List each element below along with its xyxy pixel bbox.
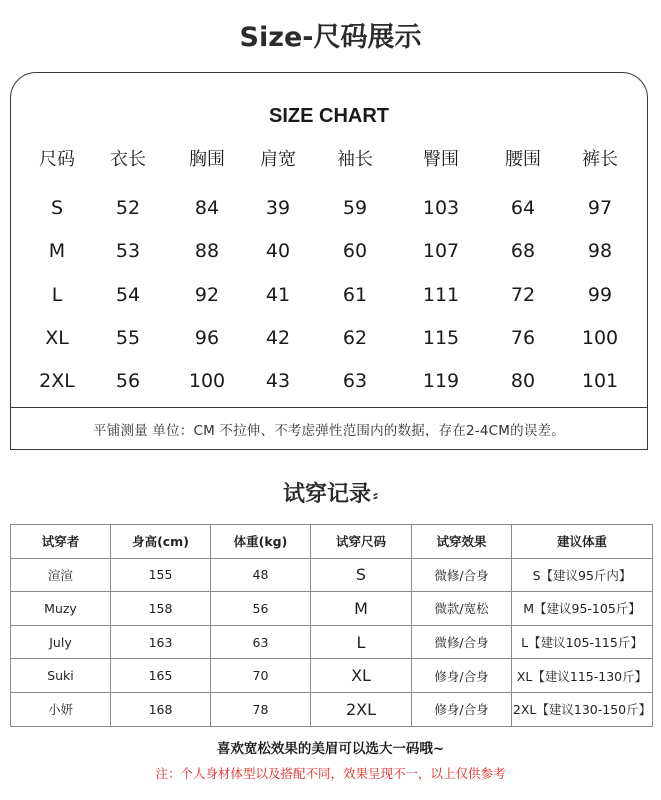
size-cell: 40 — [265, 240, 291, 262]
tryon-cell: 小妍 — [11, 692, 111, 726]
size-cell: 101 — [581, 370, 619, 392]
size-cell: S — [50, 197, 64, 219]
size-cell: 52 — [115, 197, 141, 219]
size-cell: 119 — [422, 370, 460, 392]
tryon-header-cell: 试穿者 — [11, 525, 111, 559]
size-cell: 43 — [265, 370, 291, 392]
tryon-cell: 修身/合身 — [412, 659, 512, 693]
tryon-header-cell: 试穿效果 — [412, 525, 512, 559]
size-chart-divider — [11, 407, 647, 408]
tryon-cell: XL【建议115-130斤】 — [512, 659, 653, 693]
tryon-cell: 78 — [211, 692, 311, 726]
tryon-cell: 163 — [111, 625, 211, 659]
tryon-cell: 2XL【建议130-150斤】 — [512, 692, 653, 726]
size-cell: 60 — [342, 240, 368, 262]
table-row — [11, 625, 653, 659]
size-cell: 2XL — [39, 370, 75, 392]
size-header-cell: 腰围 — [505, 149, 541, 170]
size-cell: 55 — [115, 327, 141, 349]
size-cell: 41 — [265, 284, 291, 306]
size-cell: 80 — [510, 370, 536, 392]
size-cell: 88 — [194, 240, 220, 262]
tryon-cell: 56 — [211, 592, 311, 626]
tryon-title-text: 试穿记录 — [282, 482, 371, 507]
tryon-cell: M — [311, 592, 412, 626]
tryon-header-cell: 试穿尺码 — [311, 525, 412, 559]
tryon-cell: 158 — [111, 592, 211, 626]
page-title: Size-尺码展示 — [239, 22, 422, 53]
tryon-cell: M【建议95-105斤】 — [512, 592, 653, 626]
table-row — [11, 692, 653, 726]
tryon-cell: XL — [311, 659, 412, 693]
size-cell: 61 — [342, 284, 368, 306]
tryon-cell: 70 — [211, 659, 311, 693]
size-cell: 111 — [422, 284, 460, 306]
sparkle-icon: ⸗ — [373, 486, 378, 504]
tryon-cell: 渲渲 — [11, 558, 111, 592]
size-cell: XL — [45, 327, 69, 349]
tryon-header-cell: 体重(kg) — [211, 525, 311, 559]
size-cell: 99 — [587, 284, 613, 306]
size-cell: 100 — [581, 327, 619, 349]
tryon-cell: Suki — [11, 659, 111, 693]
size-cell: 72 — [510, 284, 536, 306]
table-row — [11, 659, 653, 693]
size-cell: 42 — [265, 327, 291, 349]
size-header-cell: 尺码 — [39, 149, 75, 170]
size-cell: 68 — [510, 240, 536, 262]
size-cell: 59 — [342, 197, 368, 219]
tryon-cell: July — [11, 625, 111, 659]
size-cell: 100 — [188, 370, 226, 392]
tryon-title — [0, 478, 661, 512]
tryon-cell: 微款/宽松 — [412, 592, 512, 626]
size-header-cell: 胸围 — [189, 149, 225, 170]
size-cell: 103 — [422, 197, 460, 219]
tryon-cell: S【建议95斤内】 — [512, 558, 653, 592]
tryon-cell: 168 — [111, 692, 211, 726]
size-header-cell: 裤长 — [582, 149, 618, 170]
size-cell: L — [51, 284, 63, 306]
size-cell: 97 — [587, 197, 613, 219]
size-chart-heading: SIZE CHART — [269, 105, 389, 127]
size-cell: 84 — [194, 197, 220, 219]
size-cell: 56 — [115, 370, 141, 392]
size-chart-card — [10, 72, 648, 450]
size-cell: 63 — [342, 370, 368, 392]
disclaimer: 注：个人身材体型以及搭配不同，效果呈现不一，以上仅供参考 — [155, 766, 506, 781]
size-cell: 62 — [342, 327, 368, 349]
size-cell: 98 — [587, 240, 613, 262]
tryon-cell: L — [311, 625, 412, 659]
tryon-cell: Muzy — [11, 592, 111, 626]
table-row — [11, 558, 653, 592]
tryon-cell: 48 — [211, 558, 311, 592]
tryon-header-cell: 建议体重 — [512, 525, 653, 559]
size-header-cell: 臀围 — [423, 149, 459, 170]
size-cell: 107 — [422, 240, 460, 262]
tryon-body — [11, 558, 653, 726]
size-cell: M — [48, 240, 66, 262]
size-header-cell: 肩宽 — [260, 149, 296, 170]
tryon-cell: 2XL — [311, 692, 412, 726]
size-cell: 64 — [510, 197, 536, 219]
tryon-cell: S — [311, 558, 412, 592]
size-header-cell: 袖长 — [337, 149, 373, 170]
tryon-header-cell: 身高(cm) — [111, 525, 211, 559]
tryon-cell: L【建议105-115斤】 — [512, 625, 653, 659]
tryon-cell: 155 — [111, 558, 211, 592]
size-chart-grid — [11, 73, 647, 449]
table-row — [11, 592, 653, 626]
tryon-cell: 165 — [111, 659, 211, 693]
size-cell: 92 — [194, 284, 220, 306]
size-cell: 53 — [115, 240, 141, 262]
size-cell: 76 — [510, 327, 536, 349]
tryon-cell: 微修/合身 — [412, 558, 512, 592]
tryon-cell: 微修/合身 — [412, 625, 512, 659]
size-cell: 54 — [115, 284, 141, 306]
tryon-cell: 修身/合身 — [412, 692, 512, 726]
size-cell: 115 — [422, 327, 460, 349]
size-tip: 喜欢宽松效果的美眉可以选大一码哦~ — [216, 741, 445, 757]
size-chart-note: 平铺测量 单位：CM 不拉伸、不考虑弹性范围内的数据，存在2-4CM的误差。 — [93, 423, 565, 439]
tryon-cell: 63 — [211, 625, 311, 659]
size-cell: 96 — [194, 327, 220, 349]
tryon-header-row — [11, 525, 653, 559]
tryon-table — [10, 524, 653, 727]
size-header-cell: 衣长 — [110, 149, 146, 170]
size-cell: 39 — [265, 197, 291, 219]
